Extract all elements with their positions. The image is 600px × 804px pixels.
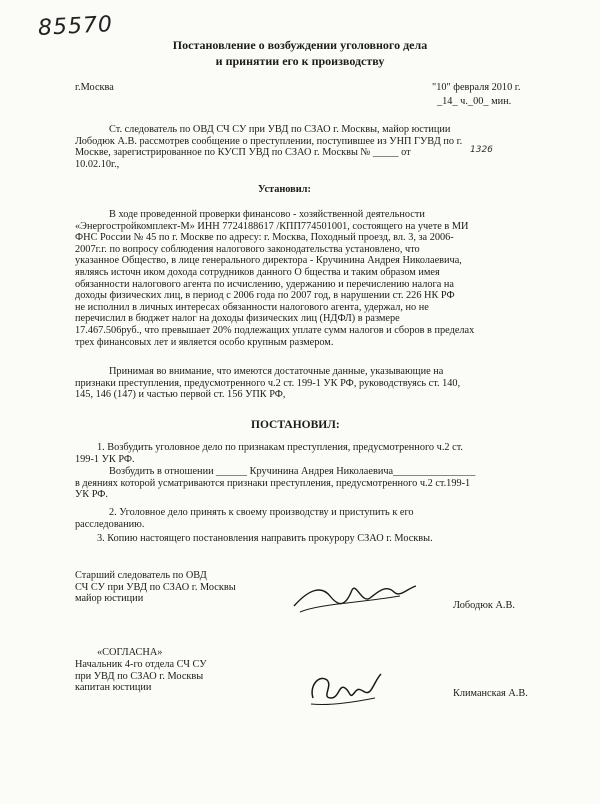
- established-line: трех финансовых лет и является особо крупным размером.: [75, 336, 334, 348]
- considering-paragraph: [75, 366, 547, 401]
- item-1: [75, 442, 547, 465]
- item-1b-line: Возбудить в отношении ______ Кручинина Андрея Николаевича________________: [109, 466, 476, 477]
- time-line: _14_ ч._00_ мин.: [437, 96, 512, 107]
- signature-lobodyuk: [290, 578, 420, 618]
- signer1-line: Старший следователь по ОВД: [75, 570, 207, 581]
- item-3: 3. Копию настоящего постановления направить прокурору СЗАО г. Москвы.: [97, 533, 433, 544]
- intro-line: 10.02.10г.,: [75, 158, 120, 170]
- kusp-number-handwritten: 1326: [470, 145, 493, 155]
- established-paragraph: [75, 209, 547, 348]
- signer2-line: Начальник 4-го отдела СЧ СУ: [75, 659, 207, 670]
- signature-klimanskaya: [305, 668, 385, 710]
- intro-line: Лободюк А.В. рассмотрев сообщение о преступлении, поступившее из УНП ГУВД по г.: [75, 135, 463, 147]
- established-line: не исполнил в личных интересах обязанности налогового агента, удержал, но не: [75, 301, 429, 313]
- document-title-line1: Постановление о возбуждении уголовного дела: [172, 38, 428, 52]
- item-1b-line: в деяниях которой усматриваются признаки преступления, предусмотренного ч.2 ст.199-1: [75, 477, 471, 489]
- item-1b: [75, 466, 547, 501]
- established-line: В ходе проведенной проверки финансово - хозяйственной деятельности: [109, 209, 425, 220]
- intro-line: Москве, зарегистрированное по КУСП УВД по СЗАО г. Москвы № _____ от: [75, 147, 411, 159]
- handwritten-case-number: 85570: [37, 12, 114, 41]
- intro-line: Ст. следователь по ОВД СЧ СУ при УВД по СЗАО г. Москвы, майор юстиции: [109, 124, 451, 135]
- signer1-line: СЧ СУ при УВД по СЗАО г. Москвы: [75, 581, 236, 593]
- place-label: г.Москва: [75, 82, 114, 93]
- established-line: «Энергостройкомплект-М» ИНН 7724188617 /КПП774501001, состоящего на учете в МИ: [75, 220, 469, 232]
- item-2-line: 2. Уголовное дело принять к своему производству и приступить к его: [109, 507, 414, 518]
- considering-line: Принимая во внимание, что имеются достаточные данные, указывающие на: [109, 366, 444, 377]
- established-line: обязанности налогового агента по исчислению, удержанию и перечислению налога на: [75, 278, 454, 290]
- established-line: указанное Общество, в лице генерального директора - Кручинина Андрея Николаевича,: [75, 255, 462, 267]
- signer2-line: капитан юстиции: [75, 682, 152, 694]
- signer1-name: Лободюк А.В.: [453, 600, 515, 611]
- established-line: являясь источн иком дохода сотрудников данного О бщества и таким образом имея: [75, 266, 440, 278]
- established-line: 17.467.506руб., что превышает 20% подлежащих уплате сумм налогов и сборов в пределах: [75, 324, 475, 336]
- signer1-line: майор юстиции: [75, 593, 144, 605]
- established-line: ФНС России № 45 по г. Москве по адресу: г. Москва, Походный проезд, вл. 3, за 2006-: [75, 232, 454, 244]
- item-2: [75, 507, 547, 530]
- item-1-line: 1. Возбудить уголовное дело по признакам преступления, предусмотренного ч.2 ст.: [97, 442, 464, 453]
- established-line: перечислил в бюджет налог на доходы физических лиц (НДФЛ) в размере: [75, 313, 400, 325]
- established-line: 2007г.г. по вопросу соблюдения налогового законодательства установлено, что: [75, 243, 420, 255]
- established-line: доходы физических лиц, в период с 2006 года по 2007 год, в нарушении ст. 226 НК РФ: [75, 290, 455, 302]
- date-line: "10" февраля 2010 г.: [432, 82, 521, 93]
- item-2-line: расследованию.: [75, 518, 145, 530]
- resolved-heading: ПОСТАНОВИЛ:: [251, 419, 340, 431]
- signer2-name: Климанская А.В.: [453, 688, 528, 699]
- signer2-title: [75, 659, 207, 694]
- signer2-line: при УВД по СЗАО г. Москвы: [75, 670, 204, 682]
- signer1-title: [75, 570, 236, 605]
- document-title-line2: и принятии его к производству: [215, 54, 385, 68]
- agreed-heading: «СОГЛАСНА»: [97, 647, 163, 658]
- item-1-line: 199-1 УК РФ.: [75, 453, 135, 465]
- established-heading: Установил:: [258, 184, 311, 195]
- item-1b-line: УК РФ.: [75, 489, 108, 501]
- considering-line: 145, 146 (147) и частью первой ст. 156 УПК РФ,: [75, 389, 286, 401]
- considering-line: признаки преступления, предусмотренного ч.2 ст. 199-1 УК РФ, руководствуясь ст. 140,: [75, 377, 461, 389]
